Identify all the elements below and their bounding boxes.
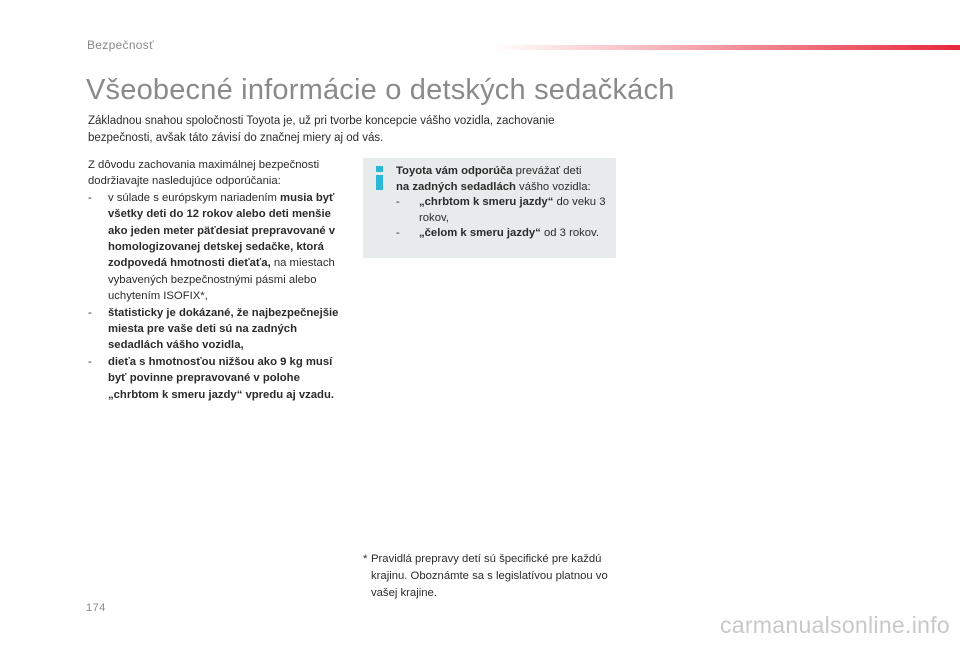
footnote-marker: * xyxy=(363,553,368,565)
info-box xyxy=(363,158,616,258)
recommendation-item xyxy=(88,305,350,354)
header-accent-rule xyxy=(490,45,960,50)
info-emphasis: Toyota vám odporúča xyxy=(396,165,513,177)
section-label: Bezpečnosť xyxy=(87,38,154,52)
list-dash: - xyxy=(88,306,92,319)
page-title: Všeobecné informácie o detských sedačkách xyxy=(86,74,675,106)
list-dash: - xyxy=(88,191,92,204)
page-number: 174 xyxy=(86,602,106,614)
recommendations-lead: Z dôvodu zachovania maximálnej bezpečnosti dodržiavajte nasledujúce odporúčania: xyxy=(88,159,320,188)
recommendation-emphasis: dieťa s hmotnosťou nižšou ako 9 kg musí byť povinne prepravované v polohe „chrbtom k smeru jazdy“ vpredu aj vzadu. xyxy=(108,355,334,401)
footnote-text: Pravidlá prepravy detí sú špecifické pre každú krajinu. Oboznámte sa s legislatívou platnou vo vašej krajine. xyxy=(371,553,608,599)
intro-paragraph: Základnou snahou spoločnosti Toyota je, už pri tvorbe koncepcie vášho vozidla, zachovanie bezpečnosti, avšak táto závisí do značnej miery aj od vás. xyxy=(88,115,555,144)
info-emphasis: na zadných sedadlách xyxy=(396,180,516,193)
recommendation-text: na miestach vybavených bezpečnostnými pásmi alebo uchytením ISOFIX*, xyxy=(108,257,335,303)
list-dash: - xyxy=(88,355,92,368)
info-icon xyxy=(373,166,387,190)
recommendation-text: v súlade s európskym nariadením xyxy=(108,191,281,204)
list-dash: - xyxy=(396,227,400,240)
info-box-text: Toyota vám odporúča prevážať deti na zadných sedadlách vášho vozidla: - „chrbtom k smeru jazdy“ do veku 3 rokov, - „čelom k smeru jazdy“ od 3 rokov. xyxy=(396,164,612,242)
watermark: carmanualsonline.info xyxy=(719,612,950,638)
recommendation-emphasis: musia byť všetky deti do 12 rokov alebo deti menšie ako jeden meter päťdesiat prepravované v homologizovanej detskej sedačke, ktorá zodpovedá hmotnosti dieťaťa, xyxy=(108,191,336,270)
footnote xyxy=(363,551,633,602)
recommendation-emphasis: štatisticky je dokázané, že najbezpečnejšie miesta pre vaše deti sú na zadných sedadlách vášho vozidla, xyxy=(108,306,339,352)
recommendation-item xyxy=(88,190,350,305)
list-dash: - xyxy=(396,196,400,209)
info-list-item: - „chrbtom k smeru jazdy“ do veku 3 rokov, xyxy=(396,195,612,226)
recommendations-column xyxy=(88,157,350,403)
recommendation-item xyxy=(88,354,350,403)
info-list-item: - „čelom k smeru jazdy“ od 3 rokov. xyxy=(396,226,612,242)
